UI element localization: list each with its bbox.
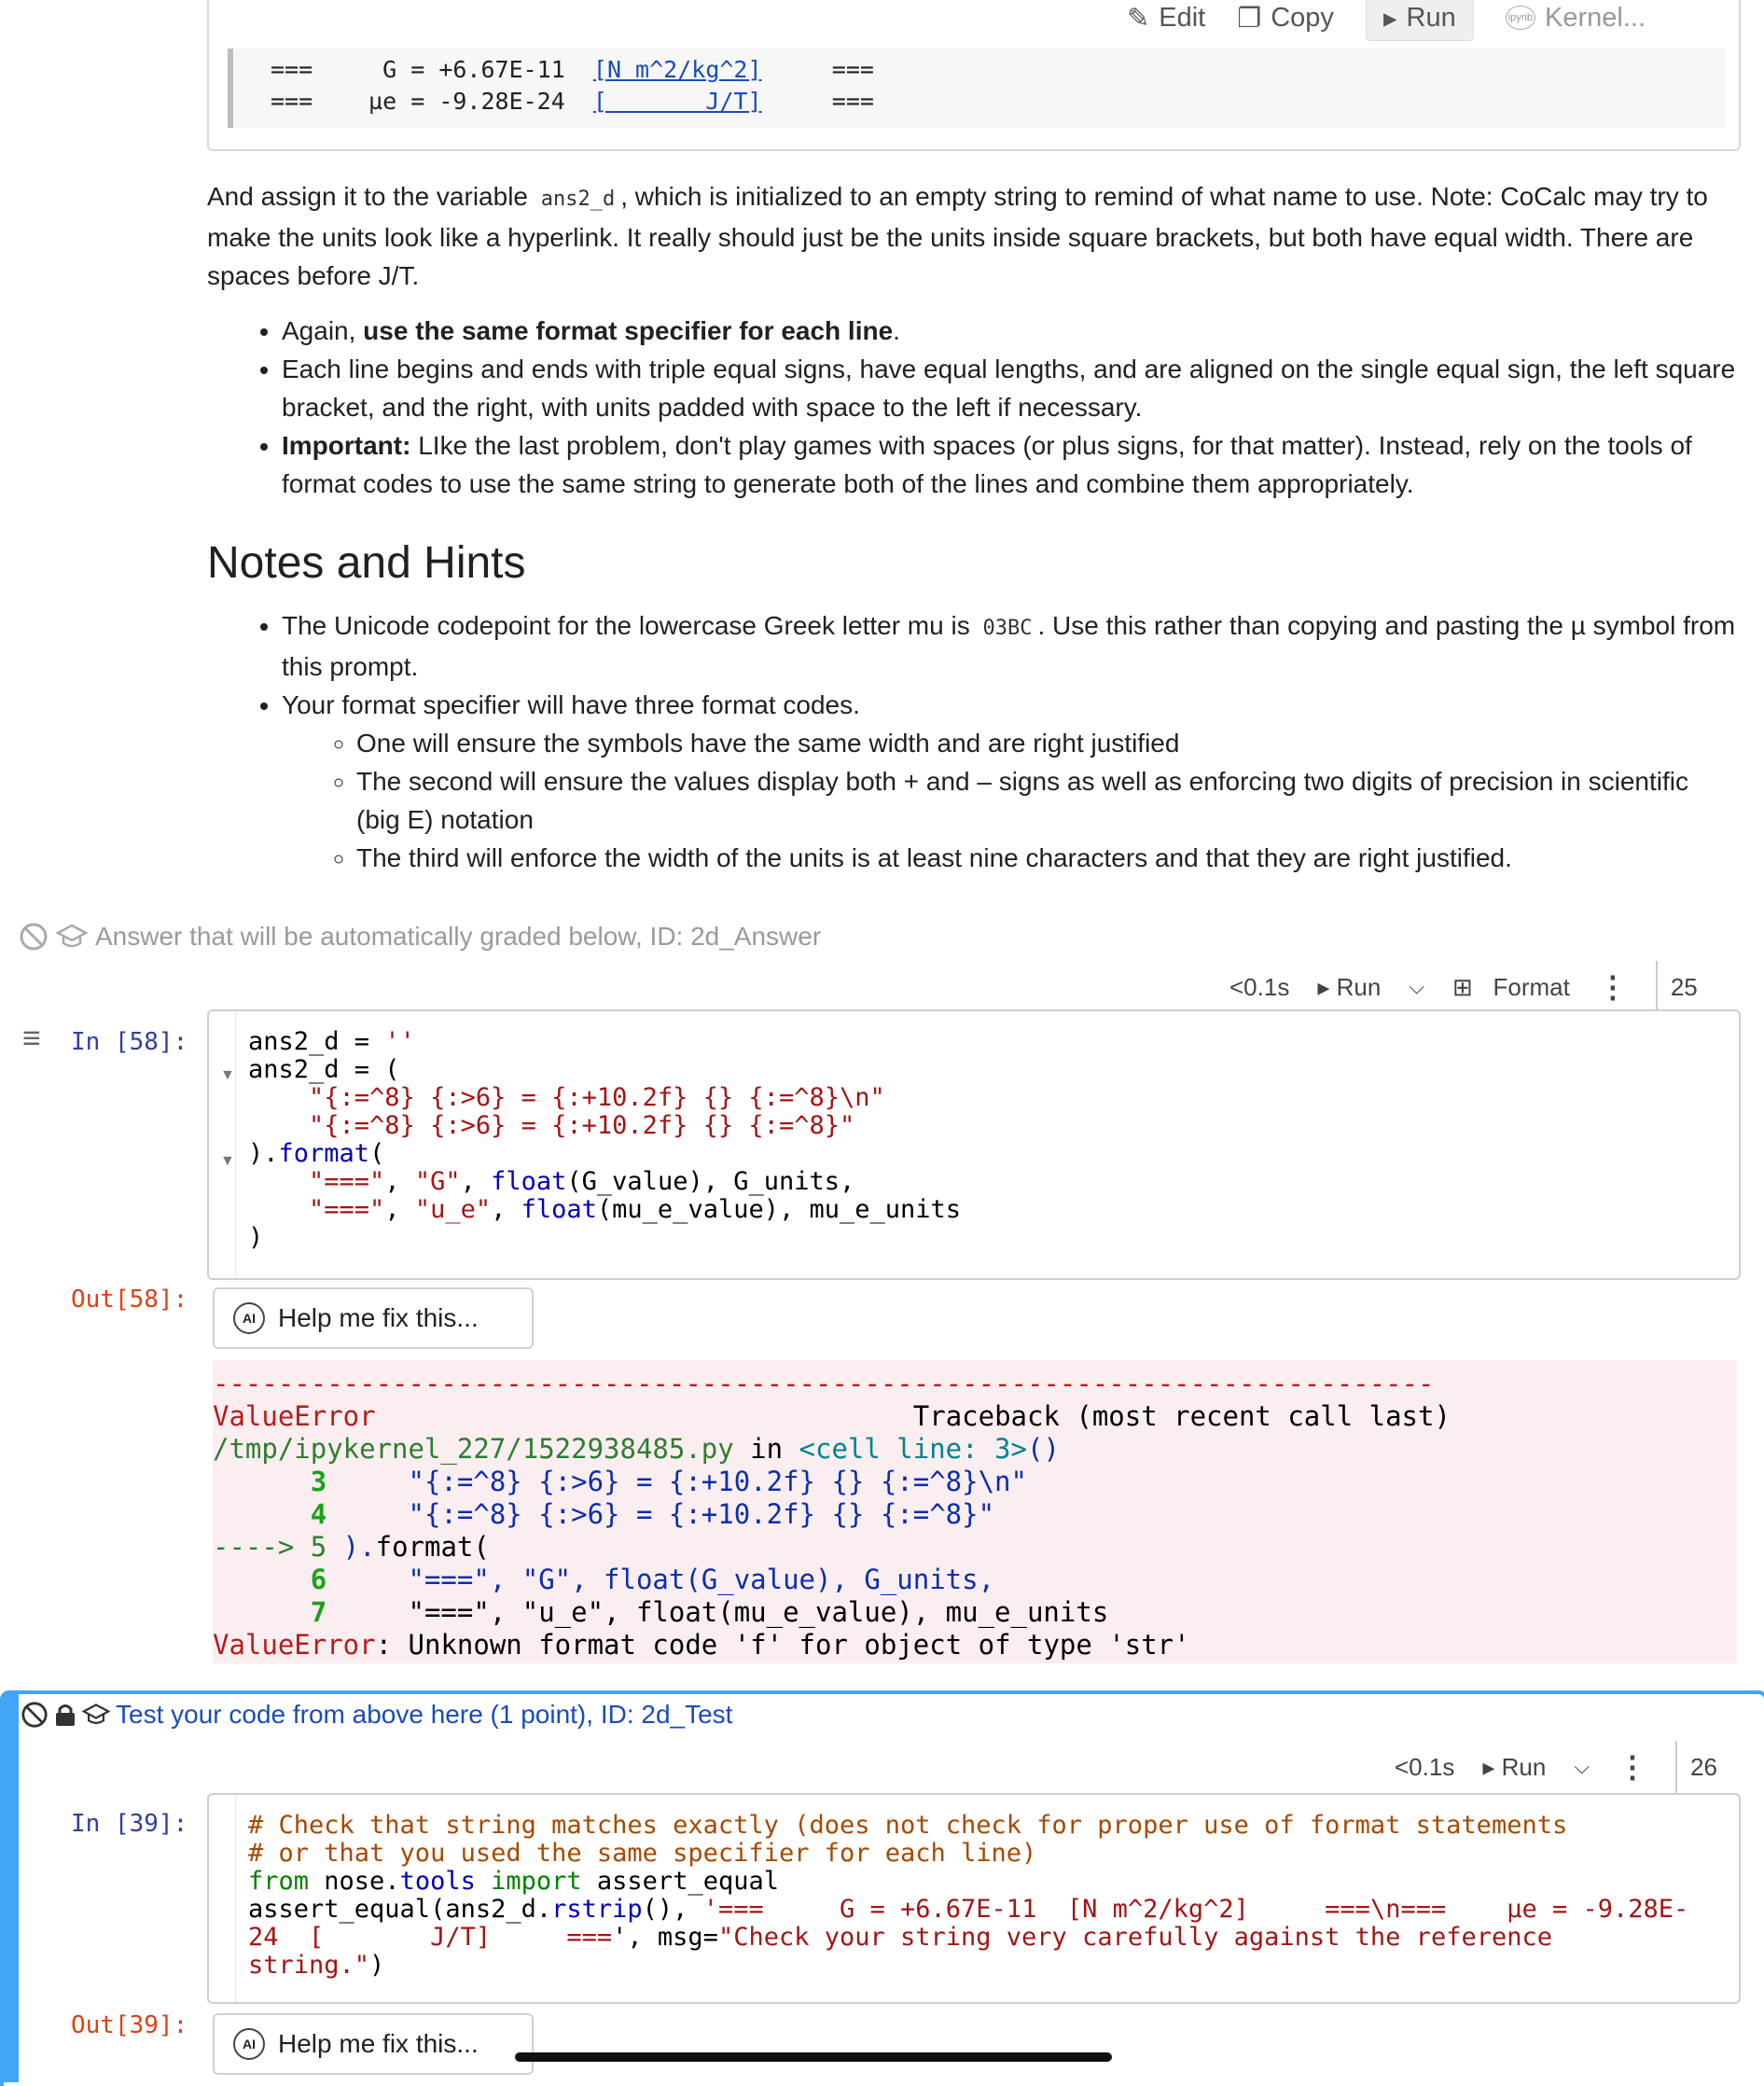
list-item: • Your format specifier will have three format codes. ◦ One will ensure the symbols have the same width and are right justified ◦ The second will ensure the values display both + and – signs as well as enforcing two digits of precision in scientific (big E) notation ◦ The third will enforce the width of the units is at least nine characters and that they are right justified. [282,686,1737,877]
gutter-divider [235,1011,236,1278]
step-play-icon: ▸ [1317,972,1330,1001]
notes-list-wrap [207,606,1737,877]
graduation-cap-icon [82,1702,110,1728]
run-label: Run [1336,972,1382,1001]
list-item: ◦ One will ensure the symbols have the same width and are right justified [356,724,1737,762]
assign-paragraph: And assign it to the variable ans2_d , which is initialized to an empty string to remind of what name to use. Note: CoCalc may try to make the units look like a hyperlink. It really should just be the units inside square brackets, but both have equal width. There are spaces before J/T. [207,182,1708,290]
copy-label: Copy [1271,2,1334,33]
final-error-name: ValueError [213,1629,376,1661]
fold-arrow-icon[interactable]: ▼ [220,1067,235,1083]
test-cell-toolbar [1395,1741,1717,1793]
test-cell-label-text: Test your code from above here (1 point), ID: 2d_Test [116,1700,733,1729]
home-indicator [515,2052,1112,2062]
list-item: • Each line begins and ends with triple equal signs, have equal lengths, and are aligned on the single equal sign, the left square bracket, and the right, with units padded with space to the left if necessary. [282,350,1737,426]
var-code: ans2_d [540,188,616,211]
traceback-divider: --------------------------------------------------------------------------- [213,1368,1435,1399]
units-link-1[interactable]: [N m^2/kg^2] [592,56,762,83]
answer-code-editor[interactable] [207,1009,1741,1280]
format-codes-sublist [282,724,1737,877]
hamburger-icon[interactable]: ≡ [22,1021,41,1056]
answer-code: ans2_d = '' ans2_d = ( "{:=^8} {:>6} = {:+10.2f} {} {:=^8}\n" "{:=^8} {:>6} = {:+10.2f} {} {:=^8}" ).format( "===", "G", float(G_value), G_units, "===", "u_e", float(mu_e_value), mu_e_units ) [248,1027,962,1252]
timing-label: <0.1s [1229,972,1290,1001]
format-label: Format [1493,972,1570,1001]
cell-toolbar-top [1127,0,1646,45]
notes-heading: Notes and Hints [207,538,526,588]
answer-cell-toolbar [1229,961,1698,1013]
more-vertical-icon[interactable]: ⋮ [1618,1750,1648,1784]
gutter-divider [235,1795,236,2002]
notes-list [207,606,1737,877]
traceback-text: --------------------------------------------------------------------------- ValueError Traceback (most recent call last) /tmp/ipykernel_227/1522938485.py in <cell line: 3>() 3 "{:=^8} {:>6} = {:+10.2f} {} {:=^8}\n" 4 "{:=^8} {:>6} = {:+10.2f} {} {:=^8}" ----> 5 ).format( 6 "===", "G", float(G_value), G_units, 7 "===", "u_e", float(mu_e_value), mu_e_units ValueError: Unknown format code 'f' for object of type 'str' [213,1368,1451,1661]
units-link-2[interactable]: [ J/T] [592,88,762,115]
out-prompt: Out[58]: [71,1286,188,1314]
cell-ref: <cell line: 3> [799,1433,1027,1465]
list-item: • Important: LIke the last problem, don't play games with spaces (or plus signs, for that matter). Instead, rely on the tools of format codes to use the same string to generate both of the lines and combine them appropriately. [282,426,1737,503]
codepoint-code: 03BC [982,617,1033,640]
traceback-output [213,1360,1737,1663]
in-prompt: In [39]: [71,1810,188,1838]
final-error-message: : Unknown format code 'f' for object of type 'str' [375,1629,1190,1661]
graduation-cap-icon [56,923,88,951]
copy-button[interactable] [1237,2,1334,35]
traceback-file: /tmp/ipykernel_227/1522938485.py [213,1433,734,1465]
graded-answer-text: Answer that will be automatically graded below, ID: 2d_Answer [95,922,822,951]
graded-answer-label [19,922,821,952]
step-play-icon: ▸ [1382,3,1397,34]
list-item: • Again, use the same format specifier for each line. [282,312,1737,350]
edit-button[interactable] [1127,2,1205,35]
chevron-down-icon[interactable]: ⌵ [1574,1755,1590,1778]
kernel-button[interactable] [1506,3,1646,34]
list-item: • The Unicode codepoint for the lowercase Greek letter mu is 03BC . Use this rather than copying and pasting the µ symbol from this prompt. [282,606,1737,686]
cell-number: 25 [1656,961,1698,1013]
error-name: ValueError [213,1400,376,1432]
out-prompt: Out[39]: [71,2011,188,2039]
no-entry-icon [19,922,49,952]
format-button[interactable] [1452,973,1570,1002]
traceback-title: Traceback (most recent call last) [375,1400,1451,1432]
run-button[interactable] [1366,0,1474,41]
lock-icon [54,1702,76,1728]
run-label: Run [1406,2,1456,33]
no-entry-icon [21,1701,49,1729]
sitemap-icon: ⊞ [1452,972,1473,1001]
help-label: Help me fix this... [278,1303,479,1332]
in-prompt: In [58]: [71,1028,188,1056]
previous-markdown-cell [207,0,1741,151]
requirements-list [207,312,1737,503]
edit-label: Edit [1159,2,1206,33]
list-item: ◦ The third will enforce the width of the units is at least nine characters and that they are right justified. [356,839,1737,877]
run-button[interactable] [1482,1753,1546,1782]
copy-icon: ❐ [1237,3,1262,34]
step-play-icon: ▸ [1482,1752,1495,1781]
test-code-editor[interactable] [207,1793,1741,2004]
more-vertical-icon[interactable]: ⋮ [1597,970,1628,1004]
help-label: Help me fix this... [278,2029,479,2058]
help-me-fix-button[interactable] [213,1287,534,1349]
error-arrow: ----> 5 [213,1531,327,1563]
list-item: ◦ The second will ensure the values display both + and – signs as well as enforcing two digits of precision in scientific (big E) notation [356,762,1737,839]
kernel-label: Kernel... [1545,2,1646,33]
help-me-fix-button[interactable] [213,2013,534,2075]
ipynb-icon: ipynb [1506,6,1535,30]
run-button[interactable] [1317,973,1381,1002]
pencil-icon: ✎ [1126,3,1150,34]
ai-icon: AI [233,1302,265,1334]
instructions [207,177,1737,503]
test-cell-label [21,1700,732,1730]
reference-line-2: === µe = -9.28E-24 [ J/T] === [271,88,874,115]
reference-line-1: === G = +6.67E-11 [N m^2/kg^2] === [271,56,874,83]
run-label: Run [1501,1752,1547,1781]
chevron-down-icon[interactable]: ⌵ [1409,975,1425,998]
ai-icon: AI [233,2028,265,2060]
reference-output-block [228,49,1726,128]
test-code: # Check that string matches exactly (does not check for proper use of format statements # or that you used the same specifier for each line) from nose.tools import assert_equal assert_equal(ans2_d.rstrip(), '=== G = +6.67E-11 [N m^2/kg^2] ===\n=== µe = -9.28E- 24 [ J/T] ===', msg="Check your string very carefully against the reference string.") [248,1811,1689,1980]
timing-label: <0.1s [1395,1752,1455,1781]
cell-number: 26 [1675,1741,1717,1793]
fold-arrow-icon[interactable]: ▼ [220,1153,235,1169]
